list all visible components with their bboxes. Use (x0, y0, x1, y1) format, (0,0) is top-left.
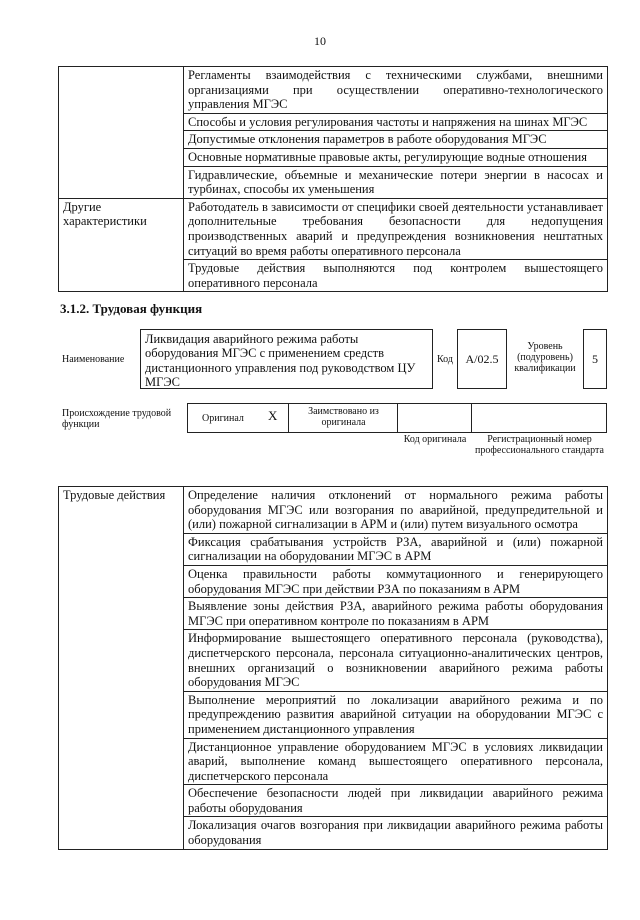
function-code: А/02.5 (457, 329, 507, 389)
function-name: Ликвидация аварийного режима работы оборудования МГЭС с применением средств дистанционного управления под руководством ЦУ МГЭС (140, 329, 433, 389)
table-cell: Информирование вышестоящего оперативного персонала (руководства), диспетчерского персонала, персонала ситуационно-аналитических центров, внешних организаций о возникновении аварийного режима работы оборудования МГЭС (184, 630, 608, 691)
original-mark: X (268, 408, 278, 423)
table-cell: Регламенты взаимодействия с техническими службами, внешними организациями при осуществлении оперативно-технологического управления МГЭС (184, 67, 608, 114)
table-cell: Трудовые действия выполняются под контролем вышестоящего оперативного персонала (184, 260, 608, 292)
name-label: Наименование (62, 354, 125, 365)
knowledge-table (58, 66, 608, 292)
code-label: Код (437, 354, 453, 365)
table-row (59, 487, 608, 534)
reg-caption: Регистрационный номер профессионального стандарта (475, 434, 604, 456)
table-cell: Определение наличия отклонений от нормального режима работы оборудования МГЭС или возгорания по аварийной, предупредительной и (или) пожарной сигнализации в АРМ и (или) путем визуального осмотра (184, 487, 608, 534)
original-label: Оригинал (202, 413, 244, 424)
table-cell: Фиксация срабатывания устройств РЗА, аварийной и (или) пожарной сигнализации на оборудовании МГЭС в АРМ (184, 533, 608, 565)
page-number: 10 (314, 34, 326, 48)
table-cell: Выявление зоны действия РЗА, аварийного режима работы оборудования МГЭС при оперативном контроле по показаниям в АРМ (184, 598, 608, 630)
borrowed-label: Заимствовано из оригинала (308, 406, 379, 428)
section-title: 3.1.2. Трудовая функция (60, 301, 203, 316)
origin-reg-cell (472, 403, 607, 433)
empty-label-cell (59, 67, 184, 199)
origin-code-cell (398, 403, 472, 433)
table-cell: Локализация очагов возгорания при ликвидации аварийного режима работы оборудования (184, 817, 608, 849)
origin-original-cell (187, 403, 289, 433)
table-cell: Оценка правильности работы коммутационного и генерирующего оборудования МГЭС при действии РЗА по показаниям в АРМ (184, 565, 608, 597)
level-label: Уровень (подуровень) квалификации (514, 341, 576, 374)
origin-label: Происхождение трудовой функции (62, 408, 172, 430)
table-row (59, 198, 608, 259)
table-cell: Обеспечение безопасности людей при ликвидации аварийного режима работы оборудования (184, 785, 608, 817)
table-cell: Допустимые отклонения параметров в работе оборудования МГЭС (184, 131, 608, 149)
other-characteristics-label: Другие характеристики (59, 198, 184, 292)
table-cell: Способы и условия регулирования частоты и напряжения на шинах МГЭС (184, 113, 608, 131)
qualification-level: 5 (583, 329, 607, 389)
table-row (59, 67, 608, 114)
table-cell: Выполнение мероприятий по локализации аварийного режима и по предупреждению развития аварийной ситуации на оборудовании МГЭС с применением дистанционного управления (184, 691, 608, 738)
table-cell: Работодатель в зависимости от специфики своей деятельности устанавливает дополнительные требования безопасности для недопущения производственных аварий и предупреждения возникновения нештатных ситуаций во время работы оперативного персонала (184, 198, 608, 259)
code-caption: Код оригинала (403, 434, 467, 445)
labor-actions-table (58, 486, 608, 850)
labor-actions-label: Трудовые действия (59, 487, 184, 850)
table-cell: Основные нормативные правовые акты, регулирующие водные отношения (184, 148, 608, 166)
table-cell: Дистанционное управление оборудованием МГЭС в условиях ликвидации аварий, выполнение команд вышестоящего оперативного персонала, диспетчерского персонала (184, 738, 608, 785)
table-cell: Гидравлические, объемные и механические потери энергии в насосах и турбинах, способы их уменьшения (184, 166, 608, 198)
origin-borrowed-cell (289, 403, 398, 433)
